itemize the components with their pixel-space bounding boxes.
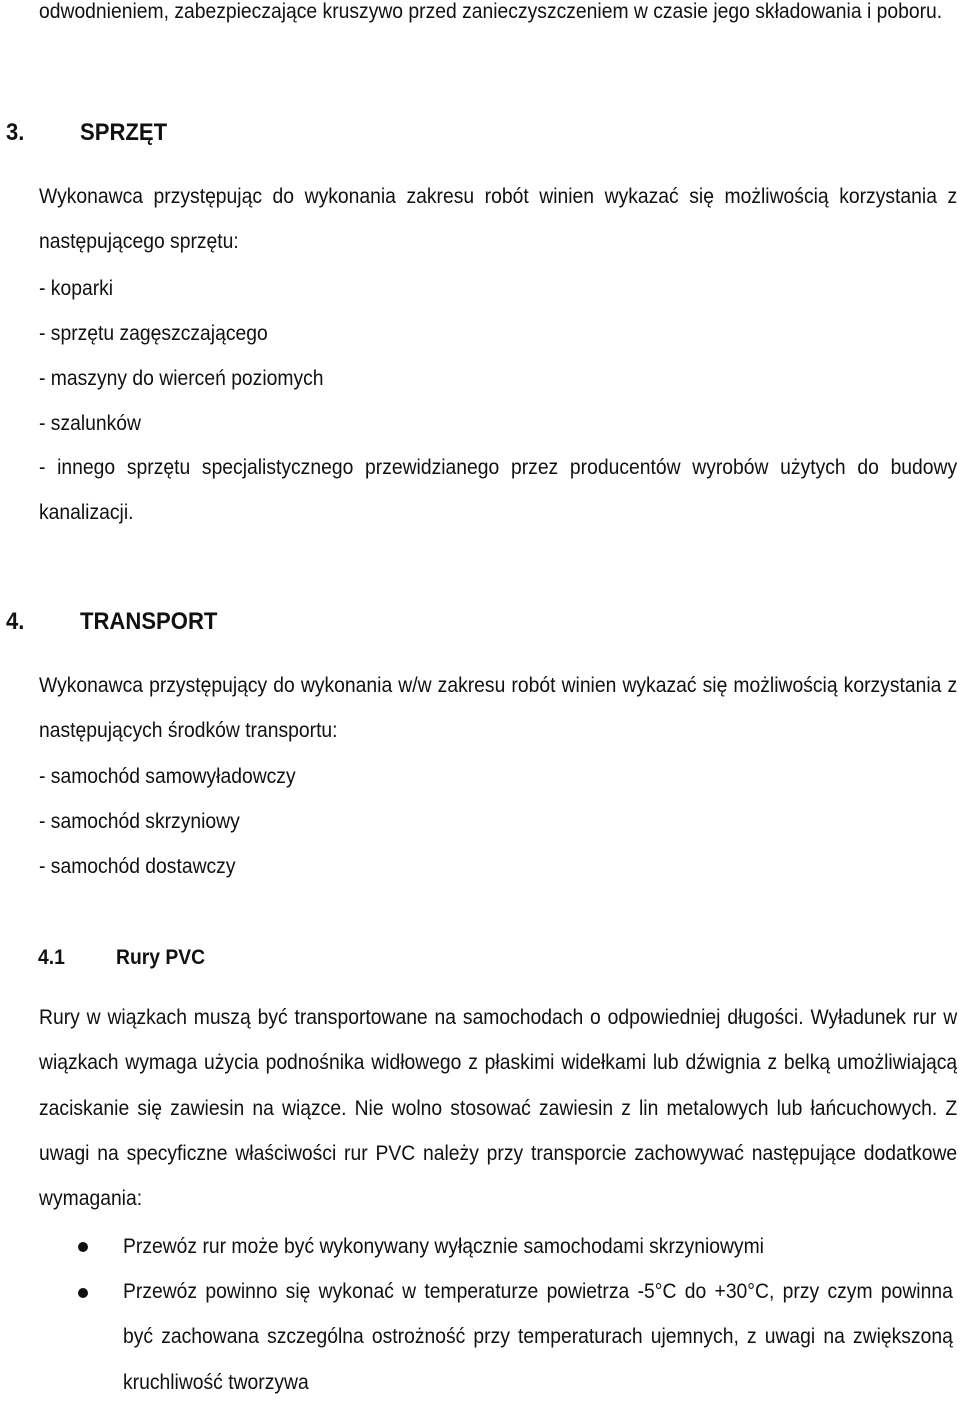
bullet-icon [78, 1242, 88, 1252]
section-4-1-title: Rury PVC [116, 946, 206, 969]
section-3-number: 3. [6, 119, 25, 146]
list-item: - sprzętu zagęszczającego [39, 322, 268, 345]
section-4-paragraph: Wykonawca przystępujący do wykonania w/w zakresu robót winien wykazać się możliwością korzystania z następujących środków transportu: [39, 674, 958, 743]
list-item: - maszyny do wierceń poziomych [39, 367, 324, 390]
section-4-title: TRANSPORT [80, 608, 218, 635]
section-3-last-item: - innego sprzętu specjalistycznego przewidzianego przez producentów wyrobów użytych do budowy kanalizacji. [39, 456, 958, 525]
section-4-1-paragraph: Rury w wiązkach muszą być transportowane na samochodach o odpowiedniej długości. Wyładunek rur w wiązkach wymaga użycia podnośnika widłowego z płaskimi widełkami lub dźwignia z belką umożliwiającą zaciskanie się zawiesin na wiązce. Nie wolno stosować zawiesin z lin metalowych lub łańcuchowych. Z uwagi na specyficzne właściwości rur PVC należy przy transporcie zachowywać następujące dodatkowe wymagania: [39, 1006, 958, 1211]
list-item: - samochód skrzyniowy [39, 810, 240, 833]
intro-paragraph: odwodnieniem, zabezpieczające kruszywo przed zanieczyszczeniem w czasie jego składowania i poboru. [39, 0, 943, 23]
list-item: - szalunków [39, 412, 142, 435]
section-3-paragraph: Wykonawca przystępując do wykonania zakresu robót winien wykazać się możliwością korzystania z następującego sprzętu: [39, 185, 958, 254]
bullet-item: Przewóz powinno się wykonać w temperaturze powietrza -5°C do +30°C, przy czym powinna być zachowana szczególna ostrożność przy temperaturach ujemnych, z uwagi na zwiększoną kruchliwość tworzywa [123, 1280, 953, 1394]
bullet-item: Przewóz rur może być wykonywany wyłącznie samochodami skrzyniowymi [123, 1235, 764, 1258]
bullet-icon [78, 1288, 88, 1298]
section-4-number: 4. [6, 608, 25, 635]
section-3-title: SPRZĘT [80, 119, 168, 146]
section-4-1-number: 4.1 [38, 946, 65, 969]
list-item: - samochód dostawczy [39, 855, 236, 878]
list-item: - koparki [39, 277, 114, 300]
list-item: - samochód samowyładowczy [39, 765, 296, 788]
